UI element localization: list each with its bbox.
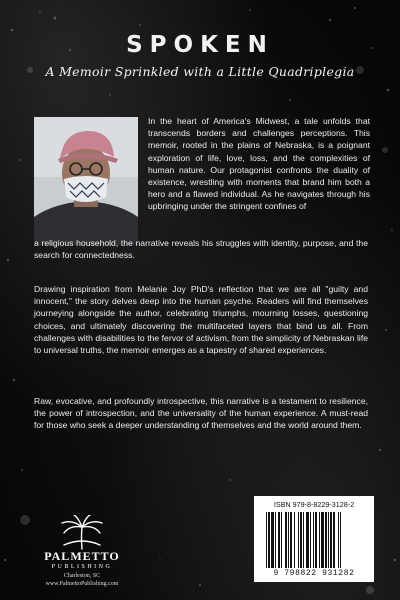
book-subtitle: A Memoir Sprinkled with a Little Quadriplegia: [45, 64, 355, 79]
isbn-barcode: [254, 496, 374, 582]
palmetto-tree-icon: [22, 515, 142, 551]
publisher-subname: PUBLISHING: [51, 564, 113, 570]
author-photo: [34, 117, 138, 245]
publisher-url: www.PalmettoPublishing.com: [45, 581, 119, 587]
barcode-digits: 9 798822 931282: [273, 569, 355, 578]
isbn-label: ISBN 979-8-8229-3128-2: [273, 500, 355, 509]
publisher-logo: [22, 515, 142, 595]
blurb-paragraph-2: Drawing inspiration from Melanie Joy PhD's reflection that we are all "guilty and innocent," the story delves deep into the human psyche. Readers will find themselves journeying alongside the author, celebrating triumphs, mourning losses, questioning choices, and ultimately discovering the multifaceted layers that bind us all. From challenges with disabilities to the fervor of activism, from the simplicity of Nebraskan life to universal truths, the memoir emerges as a tapestry of shared experiences.: [34, 284, 368, 356]
publisher-location: Charleston, SC: [63, 573, 101, 579]
blurb-paragraph-1-continued: a religious household, the narrative reveals his struggles with identity, purpose, and the search for connectedness.: [34, 238, 368, 261]
blurb-paragraph-1: In the heart of America's Midwest, a tale unfolds that transcends borders and challenges perceptions. This memoir, rooted in the plains of Nebraska, is a poignant exploration of life, love, loss, and the complexities of human nature. Our protagonist confronts the duality of existence, wrestling with moments that brand him both a hero and a flawed individual. As he navigates through his upbringing under the stringent confines of: [148, 116, 370, 212]
book-title: SPOKEN: [126, 32, 274, 58]
blurb-paragraph-3: Raw, evocative, and profoundly introspective, this narrative is a testament to resilience, the power of introspection, and the universality of the human experience. A must-read for those who seek a deeper understanding of themselves and the world around them.: [34, 396, 368, 431]
publisher-name: PALMETTO: [44, 549, 120, 563]
